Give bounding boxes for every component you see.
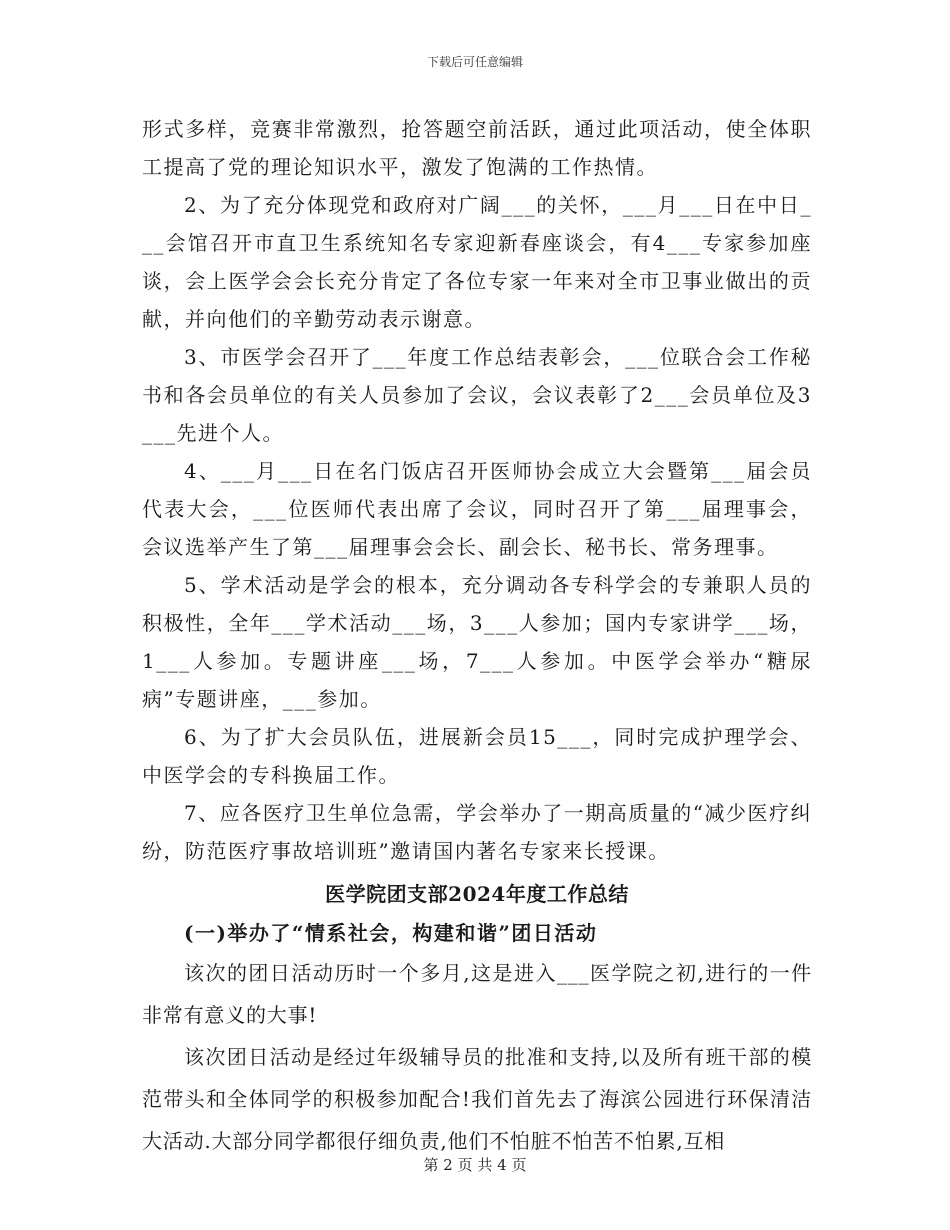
page-header: 下载后可任意编辑 [426, 55, 523, 69]
paragraph-item-5: 5、学术活动是学会的根本，充分调动各专科学会的专兼职人员的积极性，全年___学术活动___场，3___人参加；国内专家讲学___场，1___人参加。专题讲座___场，7___人参加。中医学会举办“糖尿病”专题讲座，___参加。 [142, 573, 812, 711]
paragraph-item-3: 3、市医学会召开了___年度工作总结表彰会，___位联合会工作秘书和各会员单位的有关人员参加了会议，会议表彰了2___会员单位及3___先进个人。 [142, 345, 812, 445]
document-body [142, 110, 812, 1162]
section-title: 医学院团支部2024年度工作总结 [325, 882, 629, 906]
paragraph-item-4: 4、___月___日在名门饭店召开医师协会成立大会暨第___届会员代表大会，___位医师代表出席了会议，同时召开了第___届理事会，会议选举产生了第___届理事会会长、副会长、秘书长、常务理事。 [142, 459, 812, 559]
paragraph-item-7: 7、应各医疗卫生单位急需，学会举办了一期高质量的“减少医疗纠纷，防范医疗事故培训班”邀请国内著名专家来长授课。 [142, 801, 812, 863]
section-paragraph-2: 该次团日活动是经过年级辅导员的批准和支持,以及所有班干部的模范带头和全体同学的积极参加配合!我们首先去了海滨公园进行环保清洁大活动.大部分同学都很仔细负责,他们不怕脏不怕苦不怕累,互相 [142, 1045, 812, 1153]
paragraph-intro: 形式多样，竞赛非常激烈，抢答题空前活跃，通过此项活动，使全体职工提高了党的理论知识水平，激发了饱满的工作热情。 [142, 117, 812, 179]
section-subheading: (一)举办了“情系社会，构建和谐”团日活动 [184, 921, 598, 945]
page-footer: 第 2 页 共 4 页 [423, 1156, 527, 1174]
paragraph-item-2: 2、为了充分体现党和政府对广阔___的关怀，___月___日在中日___会馆召开市直卫生系统知名专家迎新春座谈会，有4___专家参加座谈，会上医学会会长充分肯定了各位专家一年来对全市卫事业做出的贡献，并向他们的辛勤劳动表示谢意。 [142, 193, 812, 331]
paragraph-item-6: 6、为了扩大会员队伍，进展新会员15___，同时完成护理学会、中医学会的专科换届工作。 [142, 725, 812, 787]
section-paragraph-1: 该次的团日活动历时一个多月,这是进入___医学院之初,进行的一件非常有意义的大事! [142, 961, 812, 1027]
